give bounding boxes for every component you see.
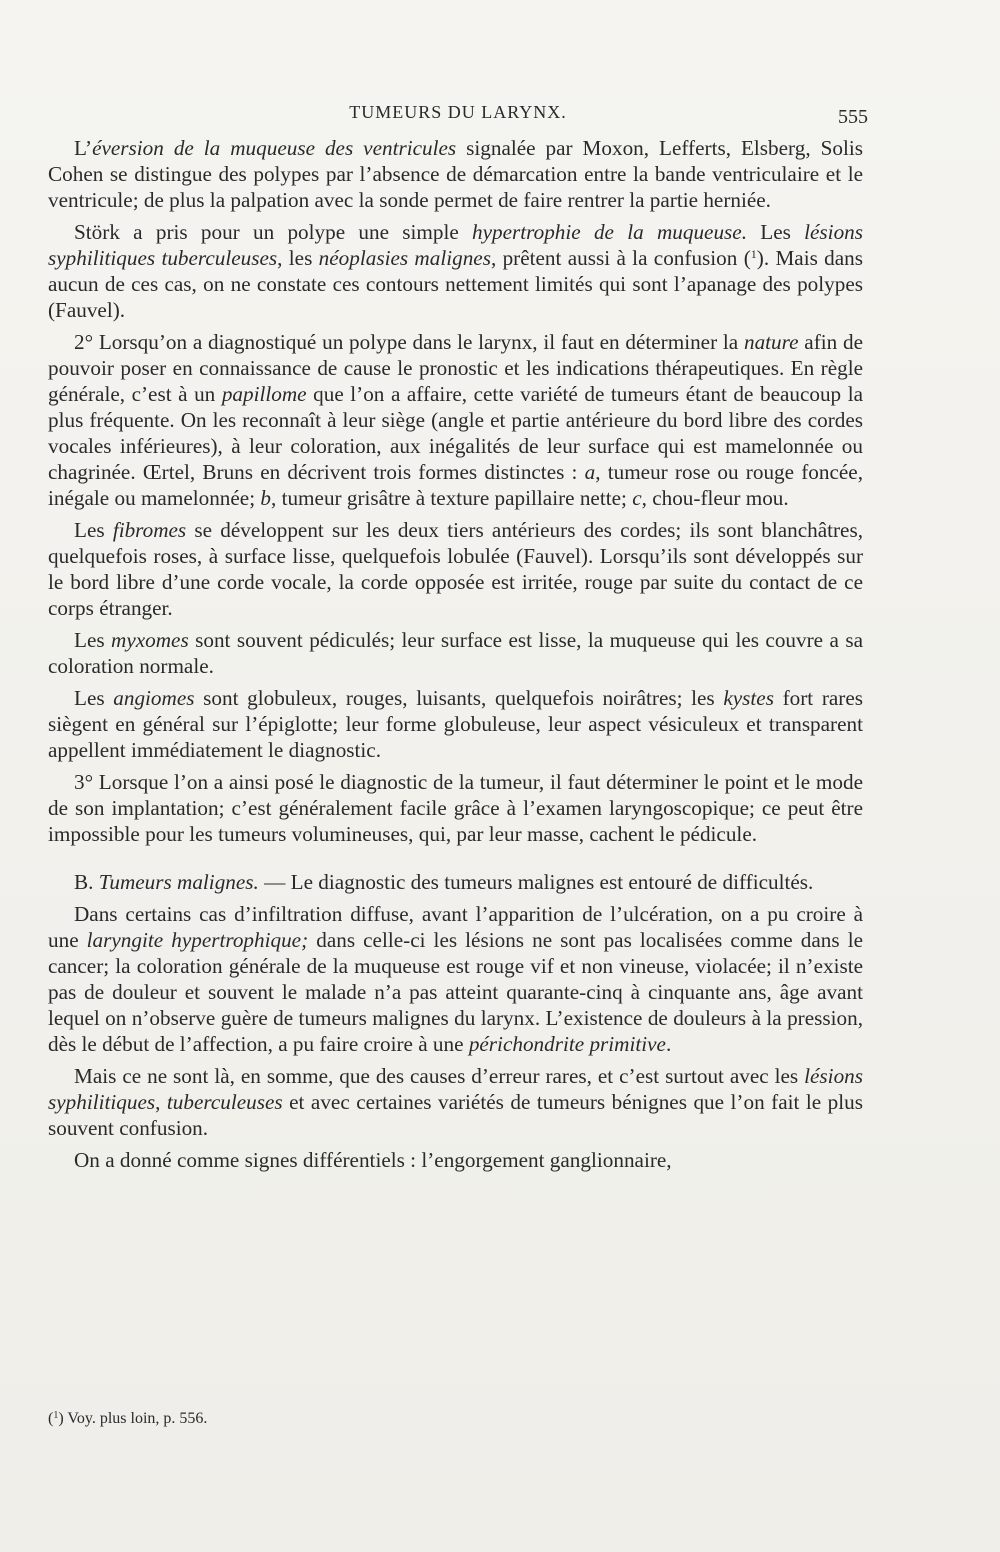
text-run: afin de pouvoir poser en connaissance de cause le pronostic et les indications thérapeutiques. En règle générale, c’est à un (48, 330, 863, 406)
text-run: sont souvent pédiculés; leur surface est lisse, la muqueuse qui les couvre a sa coloration normale. (48, 628, 863, 678)
italic-run: c (632, 486, 642, 510)
text-run: Mais ce ne sont là, en somme, que des causes d’erreur rares, et c’est surtout avec les (74, 1064, 805, 1088)
text-run: , les (277, 246, 319, 270)
text-run: ). Mais dans aucun de ces cas, on ne constate ces contours nettement limités qui sont l’apanage des polypes (Fauvel). (48, 246, 863, 322)
paragraph (48, 869, 863, 895)
italic-run: laryngite hypertrophique; (86, 928, 309, 952)
italic-run: papillome (221, 382, 307, 406)
italic-run: Tumeurs malignes. (98, 870, 259, 894)
paragraph (48, 1063, 863, 1141)
paragraph (48, 901, 863, 1057)
italic-run: fibromes (112, 518, 187, 542)
italic-run: hypertrophie de la muqueuse. (472, 220, 747, 244)
italic-run: lésions syphilitiques tuberculeuses (48, 220, 863, 270)
paragraph (48, 135, 863, 213)
italic-run: néoplasies malignes (318, 246, 491, 270)
text-run: Les (747, 220, 805, 244)
text-run: , tumeur rose ou rouge foncée, inégale ou mamelonnée; (48, 460, 863, 510)
italic-run: périchondrite primitive (468, 1032, 666, 1056)
paragraph (48, 1147, 863, 1173)
text-run: que l’on a affaire, cette variété de tumeurs étant de beaucoup la plus fréquente. On les reconnaît à leur siège (angle et partie antérieure du bord libre des cordes vocales inférieures), à leur coloration, aux inégalités de leur surface qui est mamelonnée ou chagrinée. Œrtel, Bruns en décrivent trois formes distinctes : (48, 382, 863, 484)
paragraph (48, 517, 863, 621)
text-run: dans celle-ci les lésions ne sont pas localisées comme dans le cancer; la coloration générale de la muqueuse est rouge vif et non vineuse, violacée; il n’existe pas de douleur et souvent le malade n’a pas atteint quarante-cinq à cinquante ans, âge avant lequel on n’observe guère de tumeurs malignes du larynx. L’existence de douleurs à la pression, dès le début de l’affection, a pu faire croire à une (48, 928, 863, 1056)
text-run: 3° Lorsque l’on a ainsi posé le diagnostic de la tumeur, il faut déterminer le point et le mode de son implantation; c’est généralement facile grâce à l’examen laryngoscopique; ce peut être impossible pour les tumeurs volumineuses, qui, par leur masse, cachent le pédicule. (48, 770, 863, 846)
italic-run: angiomes (113, 686, 195, 710)
text-run: — Le diagnostic des tumeurs malignes est entouré de difficultés. (258, 870, 814, 894)
paragraph (48, 329, 863, 511)
text-run: signalée par Moxon, Lefferts, Elsberg, Solis Cohen se distingue des polypes par l’absence de démarcation entre la bande ventriculaire et le ventricule; de plus la palpation avec la sonde permet de faire rentrer la partie herniée. (48, 136, 863, 212)
footnote-text: Voy. plus loin, p. 556. (63, 1410, 208, 1427)
paragraph (48, 627, 863, 679)
text-run: , chou-fleur mou. (641, 486, 789, 510)
text-run: se développent sur les deux tiers antérieurs des cordes; ils sont blanchâtres, quelquefois roses, à surface lisse, quelquefois lobulée (Fauvel). Lorsqu’ils sont développés sur le bord libre d’une corde vocale, la corde opposée est irritée, rouge par suite du contact de ce corps étranger. (48, 518, 864, 620)
text-run: Les (74, 628, 112, 652)
italic-run: lésions syphilitiques (48, 1064, 863, 1114)
text-run: Störk a pris pour un polype une simple (74, 220, 473, 244)
italic-run: éversion de la muqueuse des ventricules (92, 136, 457, 160)
text-run: Dans certains cas d’infiltration diffuse, avant l’apparition de l’ulcération, on a pu croire à une (48, 902, 863, 952)
text-run: 2° Lorsqu’on a diagnostiqué un polype dans le larynx, il faut en déterminer la (74, 330, 744, 354)
text-run: B. (74, 870, 99, 894)
paragraph (48, 219, 863, 323)
running-title: TUMEURS DU LARYNX. (349, 102, 567, 122)
text-run: et avec certaines variétés de tumeurs bénignes que l’on fait le plus souvent confusion. (48, 1090, 863, 1140)
footnote-marker: 1 (53, 1410, 59, 1421)
italic-run: a (584, 460, 596, 484)
text-run: Les (74, 686, 114, 710)
text-run: Les (74, 518, 113, 542)
italic-run: b (260, 486, 271, 510)
text-run: , prêtent aussi à la confusion ( (490, 246, 751, 270)
paragraph (48, 769, 863, 847)
text-run: , tumeur grisâtre à texture papillaire nette; (270, 486, 633, 510)
text-run: sont globuleux, rouges, luisants, quelquefois noirâtres; les (194, 686, 724, 710)
italic-run: myxomes (111, 628, 189, 652)
running-head (48, 96, 868, 132)
text-run: fort rares siègent en général sur l’épiglotte; leur forme globuleuse, leur aspect vésiculeux et transparent appellent immédiatement le diagnostic. (48, 686, 864, 762)
footnote: ($^1$) Voy. plus loin, p. 556. (48, 1410, 208, 1427)
italic-run: tuberculeuses (166, 1090, 283, 1114)
body-text (48, 135, 863, 1179)
italic-run: kystes (723, 686, 774, 710)
text-run: , (155, 1090, 167, 1114)
italic-run: nature (743, 330, 799, 354)
text-run: On a donné comme signes différentiels : l’engorgement ganglionnaire, (74, 1148, 672, 1172)
footnote-ref: 1 (750, 247, 757, 261)
text-run: L’ (74, 136, 93, 160)
paragraph (48, 685, 863, 763)
page-number: 555 (838, 106, 868, 128)
text-run: . (665, 1032, 672, 1056)
